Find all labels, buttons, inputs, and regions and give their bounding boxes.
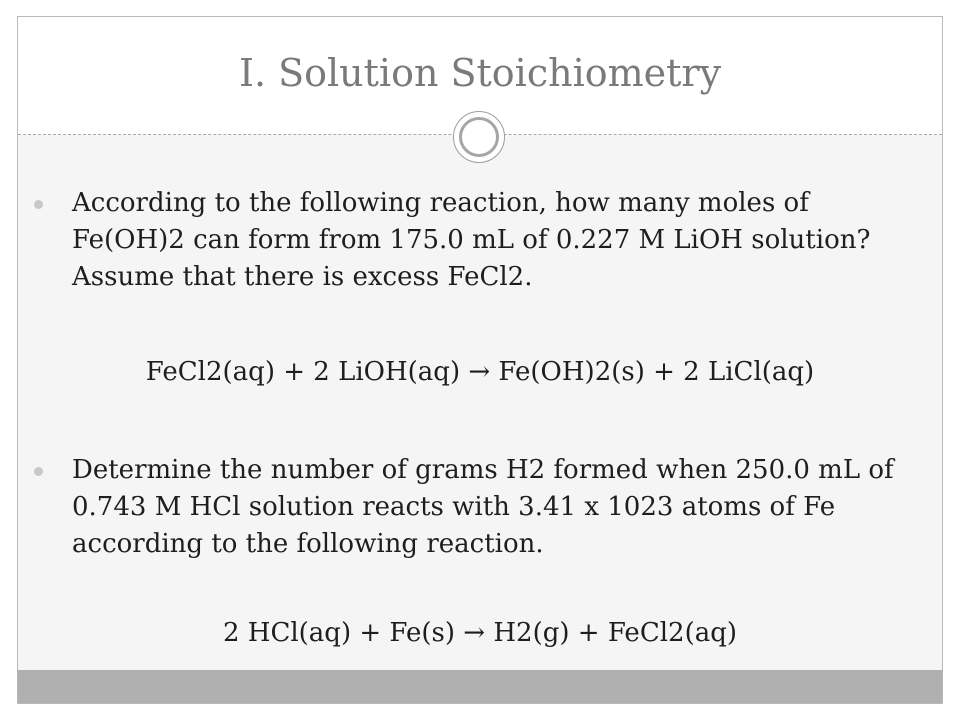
bullet-text: Determine the number of grams H2 formed when 250.0 mL of 0.743 M HCl solution reacts with 3.41 x 1023 atoms of Fe according to the following reaction.	[72, 455, 894, 559]
bullet-item	[34, 452, 914, 563]
bullet-item	[34, 185, 914, 296]
bullet-dot-icon	[34, 467, 43, 476]
bullet-text: According to the following reaction, how many moles of Fe(OH)2 can form from 175.0 mL of 0.227 M LiOH solution? Assume that there is excess FeCl2.	[72, 188, 871, 292]
slide	[17, 16, 943, 704]
circle-ornament-inner	[459, 117, 499, 157]
content-area	[18, 135, 942, 671]
chemical-equation: 2 HCl(aq) + Fe(s) → H2(g) + FeCl2(aq)	[222, 618, 738, 648]
bullet-dot-icon	[34, 200, 43, 209]
chemical-equation: FeCl2(aq) + 2 LiOH(aq) → Fe(OH)2(s) + 2 LiCl(aq)	[145, 357, 815, 387]
slide-title: I. Solution Stoichiometry	[238, 51, 722, 95]
bottom-bar	[18, 670, 942, 703]
circle-ornament-icon	[453, 111, 505, 163]
